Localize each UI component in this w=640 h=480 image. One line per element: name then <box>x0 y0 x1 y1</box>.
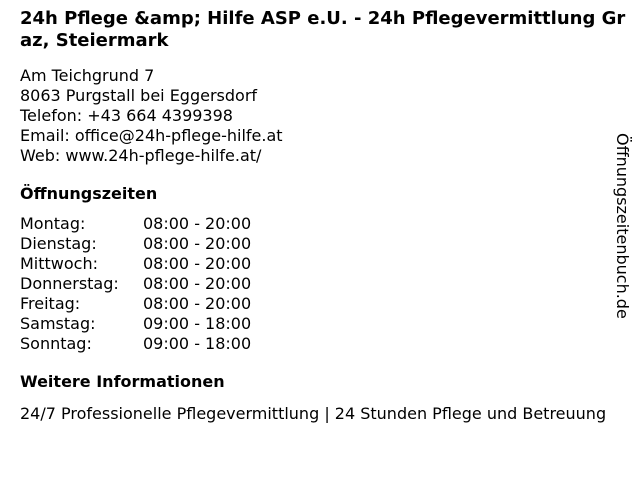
hours-row-wednesday <box>20 254 630 274</box>
hours-time: 08:00 - 20:00 <box>143 254 252 273</box>
hours-time: 08:00 - 20:00 <box>143 294 252 313</box>
hours-day: Mittwoch: <box>20 254 98 273</box>
hours-day: Samstag: <box>20 314 96 333</box>
hours-row-tuesday <box>20 234 630 254</box>
postal-city: 8063 Purgstall bei Eggersdorf <box>20 86 258 105</box>
hours-time: 09:00 - 18:00 <box>143 314 252 333</box>
hours-row-sunday <box>20 334 630 354</box>
hours-day: Donnerstag: <box>20 274 119 293</box>
hours-row-saturday <box>20 314 630 334</box>
hours-row-friday <box>20 294 630 314</box>
contact-block <box>20 66 630 166</box>
business-card <box>20 8 630 424</box>
hours-day: Dienstag: <box>20 234 97 253</box>
hours-time: 08:00 - 20:00 <box>143 214 252 233</box>
more-info-heading: Weitere Informationen <box>20 372 225 391</box>
street-address: Am Teichgrund 7 <box>20 66 155 85</box>
hours-time: 08:00 - 20:00 <box>143 234 252 253</box>
opening-hours-heading: Öffnungszeiten <box>20 184 158 203</box>
email-line: Email: office@24h-pflege-hilfe.at <box>20 126 283 145</box>
hours-day: Freitag: <box>20 294 81 313</box>
hours-day: Sonntag: <box>20 334 92 353</box>
web-line: Web: www.24h-pflege-hilfe.at/ <box>20 146 262 165</box>
hours-day: Montag: <box>20 214 86 233</box>
hours-time: 09:00 - 18:00 <box>143 334 252 353</box>
more-info-text: 24/7 Professionelle Pflegevermittlung | 24 Stunden Pflege und Betreuung <box>20 404 607 423</box>
opening-hours-table <box>20 214 630 354</box>
hours-row-monday <box>20 214 630 234</box>
site-watermark-label: Öffnungszeitenbuch.de <box>613 133 632 319</box>
phone-line: Telefon: +43 664 4399398 <box>20 106 233 125</box>
business-title: 24h Pflege &amp; Hilfe ASP e.U. - 24h Pflegevermittlung Graz, Steiermark <box>20 8 626 51</box>
hours-time: 08:00 - 20:00 <box>143 274 252 293</box>
hours-row-thursday <box>20 274 630 294</box>
